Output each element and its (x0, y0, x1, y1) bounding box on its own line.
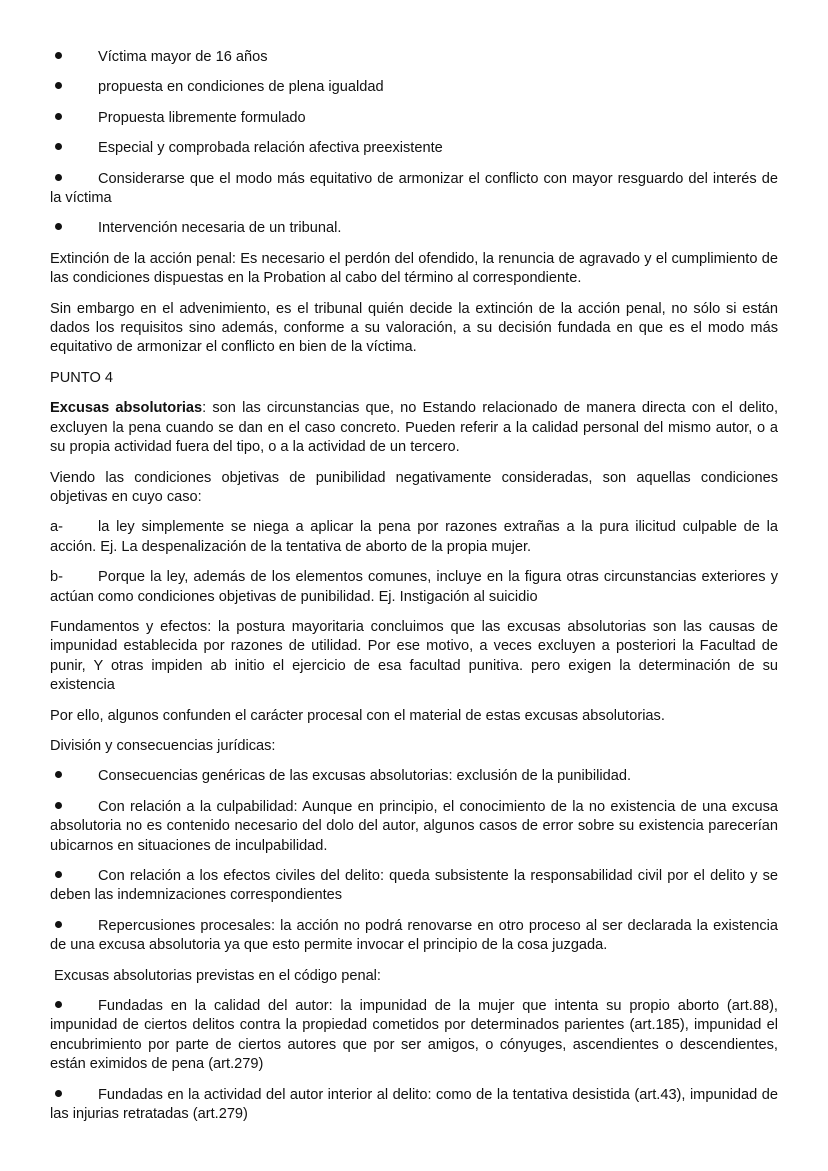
list-marker: a- (50, 519, 63, 536)
paragraph-excusas-definition (50, 399, 778, 457)
bullet-text: Propuesta libremente formulado (98, 109, 306, 126)
list-item (50, 109, 778, 128)
bullet-icon (55, 143, 62, 150)
list-item (50, 170, 778, 209)
bullet-icon (55, 871, 62, 878)
heading-previstas: Excusas absolutorias previstas en el código penal: (50, 967, 381, 984)
list-item (50, 1086, 778, 1125)
bullet-icon (55, 802, 62, 809)
paragraph-por-ello: Por ello, algunos confunden el carácter procesal con el material de estas excusas absolutorias. (50, 707, 665, 724)
list-item (50, 48, 778, 67)
bullet-icon (55, 174, 62, 181)
bullet-icon (55, 771, 62, 778)
bullet-text: Con relación a los efectos civiles del delito: queda subsistente la responsabilidad civil por el delito y se deben las indemnizaciones correspondientes (50, 868, 778, 904)
definition-text: : son las circunstancias que, no Estando relacionado de manera directa con el delito, excluyen la pena cuando se dan en el caso concreto. Pueden referir a la calidad personal del mismo autor, o a su propia actividad fuera del tipo, o a la actividad de un tercero. (50, 400, 778, 456)
list-item (50, 139, 778, 158)
paragraph-viendo: Viendo las condiciones objetivas de punibilidad negativamente consideradas, son aquellas condiciones objetivas en cuyo caso: (50, 469, 778, 505)
paragraph-extincion: Extinción de la acción penal: Es necesario el perdón del ofendido, la renuncia de agravado y el cumplimiento de las condiciones dispuestas en la Probation al cabo del término al correspondiente. (50, 250, 778, 287)
list-item-text: Porque la ley, además de los elementos comunes, incluye en la figura otras circunstancias exteriores y actúan como condiciones objetivas de punibilidad. Ej. Instigación al suicidio (50, 569, 778, 605)
bullet-text: Víctima mayor de 16 años (98, 49, 268, 65)
bullet-icon (55, 1001, 62, 1008)
bullet-text: Fundadas en la calidad del autor: la impunidad de la mujer que intenta su propio aborto (art.88), impunidad de ciertos delitos contra la propiedad cometidos por determinados parientes (art.185), impunidad el encubrimiento por parte de ciertos autores que por ser amigos, o cónyuges, ascendientes o descendientes, están eximidos de pena (art.279) (50, 998, 778, 1073)
list-item-b (50, 568, 778, 607)
bullet-text: propuesta en condiciones de plena igualdad (98, 79, 384, 96)
heading-division: División y consecuencias jurídicas: (50, 737, 276, 754)
section-heading-punto: PUNTO 4 (50, 369, 113, 386)
paragraph-fundamentos: Fundamentos y efectos: la postura mayoritaria concluimos que las excusas absolutorias son las causas de impunidad establecida por razones de utilidad. Por ese motivo, a veces excluyen a posteriori la Facultad de punir, Y otras impiden ab initio el ejercicio de esa facultad punitiva. pero exigen la determinación de su existencia (50, 618, 778, 694)
bullet-icon (55, 921, 62, 928)
bullet-text: Consecuencias genéricas de las excusas absolutorias: exclusión de la punibilidad. (98, 768, 631, 785)
bullet-icon (55, 223, 62, 230)
list-item (50, 798, 778, 856)
list-item (50, 78, 778, 97)
list-item (50, 997, 778, 1075)
bullet-text: Con relación a la culpabilidad: Aunque en principio, el conocimiento de la no existencia de una excusa absolutoria no es contenido necesario del dolo del autor, algunos casos de error sobre su existencia parecerían ubicarnos en situaciones de inculpabilidad. (50, 798, 778, 854)
list-marker: b- (50, 569, 63, 586)
list-item (50, 219, 778, 238)
list-item-text: la ley simplemente se niega a aplicar la pena por razones extrañas a la pura ilicitud culpable de la acción. Ej. La despenalización de la tentativa de aborto de la propia mujer. (50, 519, 778, 555)
bullet-icon (55, 82, 62, 89)
list-item (50, 767, 778, 786)
bullet-text: Repercusiones procesales: la acción no podrá renovarse en otro proceso al ser declarada la existencia de una excusa absolutoria ya que esto permite invocar el principio de la cosa juzgada. (50, 917, 778, 954)
bullet-icon (55, 113, 62, 120)
paragraph-sin-embargo: Sin embargo en el advenimiento, es el tribunal quién decide la extinción de la acción penal, no sólo si están dados los requisitos sino además, conforme a su valoración, a su decisión fundada en que es el modo más equitativo de armonizar el conflicto en bien de la víctima. (50, 300, 778, 356)
bullet-icon (55, 52, 62, 59)
bullet-text: Intervención necesaria de un tribunal. (98, 220, 342, 237)
bullet-text: Considerarse que el modo más equitativo de armonizar el conflicto con mayor resguardo del interés de la víctima (50, 170, 778, 207)
bullet-text: Fundadas en la actividad del autor interior al delito: como de la tentativa desistida (art.43), impunidad de las injurias retratadas (art.279) (50, 1086, 778, 1123)
term-excusas-absolutorias: Excusas absolutorias (50, 400, 203, 417)
list-item-a (50, 518, 778, 557)
bullet-icon (55, 1090, 62, 1097)
list-item (50, 917, 778, 956)
list-item (50, 867, 778, 906)
bullet-text: Especial y comprobada relación afectiva preexistente (98, 140, 443, 157)
